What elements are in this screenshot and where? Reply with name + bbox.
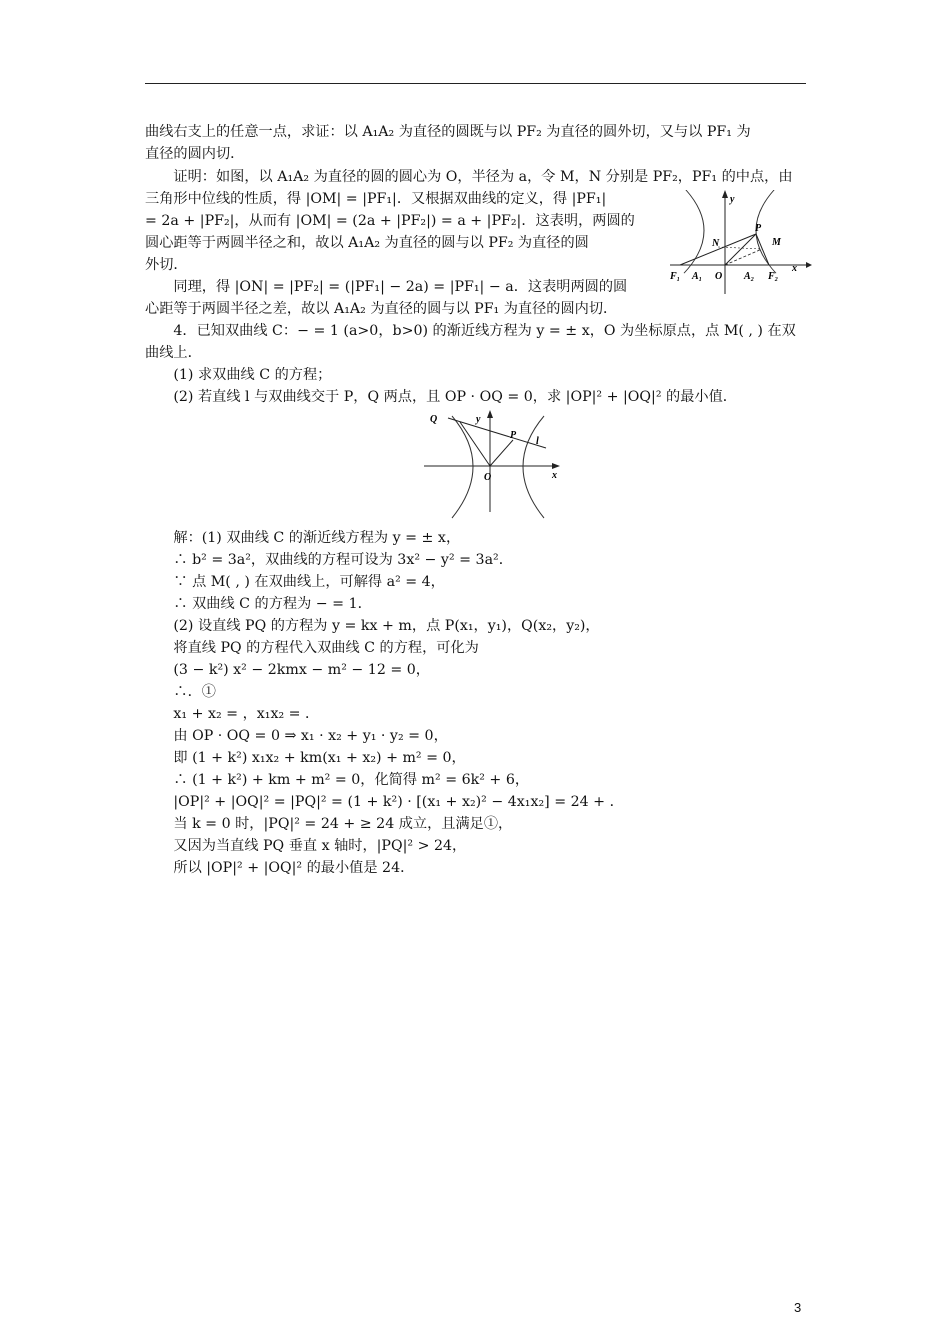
figure1-label: A₂ (744, 271, 755, 282)
text-line: 所以 |OP|² + |OQ|² 的最小值是 24． (145, 860, 415, 876)
text-line: 曲线上． (145, 345, 202, 361)
figure1-label: P (755, 223, 762, 234)
hyperbola-foci-figure (666, 190, 812, 298)
text-line: 直径的圆内切． (145, 146, 245, 162)
text-line: 曲线右支上的任意一点，求证：以 A₁A₂ 为直径的圆既与以 PF₂ 为直径的圆外切，又与以 PF₁ 为 (145, 124, 751, 140)
page-number: 3 (794, 1300, 802, 1315)
text-line: 心距等于两圆半径之差，故以 A₁A₂ 为直径的圆与以 PF₁ 为直径的圆内切． (145, 301, 618, 317)
figure2-label: P (510, 430, 517, 441)
figure1-label: A₁ (692, 271, 703, 282)
figure1-label: y (730, 194, 735, 205)
figure1-label: F₂ (768, 271, 779, 282)
text-line: 由 OP · OQ = 0 ⇒ x₁ · x₂ + y₁ · y₂ = 0， (145, 728, 448, 744)
figure1-label: N (712, 238, 720, 249)
header-rule (145, 83, 806, 84)
text-line: ∴ b² = 3a²，双曲线的方程可设为 3x² − y² = 3a²． (145, 552, 513, 568)
text-line: 证明：如图，以 A₁A₂ 为直径的圆的圆心为 O，半径为 a，令 M，N 分别是 PF₂，PF₁ 的中点，由 (145, 169, 793, 185)
hyperbola-line-figure (422, 408, 562, 520)
text-line: 圆心距等于两圆半径之和，故以 A₁A₂ 为直径的圆与以 PF₂ 为直径的圆 (145, 235, 589, 251)
text-line: ∴．① (145, 684, 216, 700)
text-line: 同理，得 |ON| = |PF₂| = (|PF₁| − 2a) = |PF₁| − a．这表明两圆的圆 (145, 279, 628, 295)
figure2-label: l (536, 436, 539, 447)
text-line: (1) 求双曲线 C 的方程； (145, 367, 332, 383)
text-line: 将直线 PQ 的方程代入双曲线 C 的方程，可化为 (145, 640, 479, 656)
text-line: 4．已知双曲线 C：− = 1 (a>0，b>0) 的渐近线方程为 y = ± x，O 为坐标原点，点 M( , ) 在双 (145, 323, 796, 339)
text-line: (2) 若直线 l 与双曲线交于 P，Q 两点，且 OP · OQ = 0，求 |OP|² + |OQ|² 的最小值． (145, 389, 737, 405)
text-line: ∵ 点 M( , ) 在双曲线上，可解得 a² = 4， (145, 574, 445, 590)
text-line: 又因为当直线 PQ 垂直 x 轴时，|PQ|² > 24， (145, 838, 467, 854)
text-line: = 2a + |PF₂|，从而有 |OM| = (2a + |PF₂|) = a + |PF₂|．这表明，两圆的 (145, 213, 635, 229)
figure1-label: M (772, 237, 781, 248)
figure2-label: O (484, 472, 492, 483)
text-line: |OP|² + |OQ|² = |PQ|² = (1 + k²) · [(x₁ + x₂)² − 4x₁x₂] = 24 + ． (145, 794, 624, 810)
text-line: 三角形中位线的性质，得 |OM| = |PF₁|．又根据双曲线的定义，得 |PF₁| (145, 191, 607, 207)
text-line: 外切． (145, 257, 188, 273)
text-line: x₁ + x₂ = ，x₁x₂ = ． (145, 706, 320, 722)
figure1-label: O (715, 271, 723, 282)
text-line: (3 − k²) x² − 2kmx − m² − 12 = 0， (145, 662, 430, 678)
figure2-label: Q (430, 414, 438, 425)
text-line: (2) 设直线 PQ 的方程为 y = kx + m，点 P(x₁，y₁)，Q(x₂，y₂)， (145, 618, 600, 634)
figure1-label: F₁ (670, 271, 681, 282)
text-line: ∴ 双曲线 C 的方程为 − = 1． (145, 596, 372, 612)
figure2-label: y (476, 414, 481, 425)
text-line: ∴ (1 + k²) + km + m² = 0，化简得 m² = 6k² + 6， (145, 772, 530, 788)
text-line: 当 k = 0 时，|PQ|² = 24 + ≥ 24 成立，且满足①， (145, 816, 513, 832)
figure1-label: x (792, 263, 797, 274)
figure2-label: x (552, 470, 557, 481)
text-line: 解：(1) 双曲线 C 的渐近线方程为 y = ± x， (145, 530, 461, 546)
text-line: 即 (1 + k²) x₁x₂ + km(x₁ + x₂) + m² = 0， (145, 750, 466, 766)
